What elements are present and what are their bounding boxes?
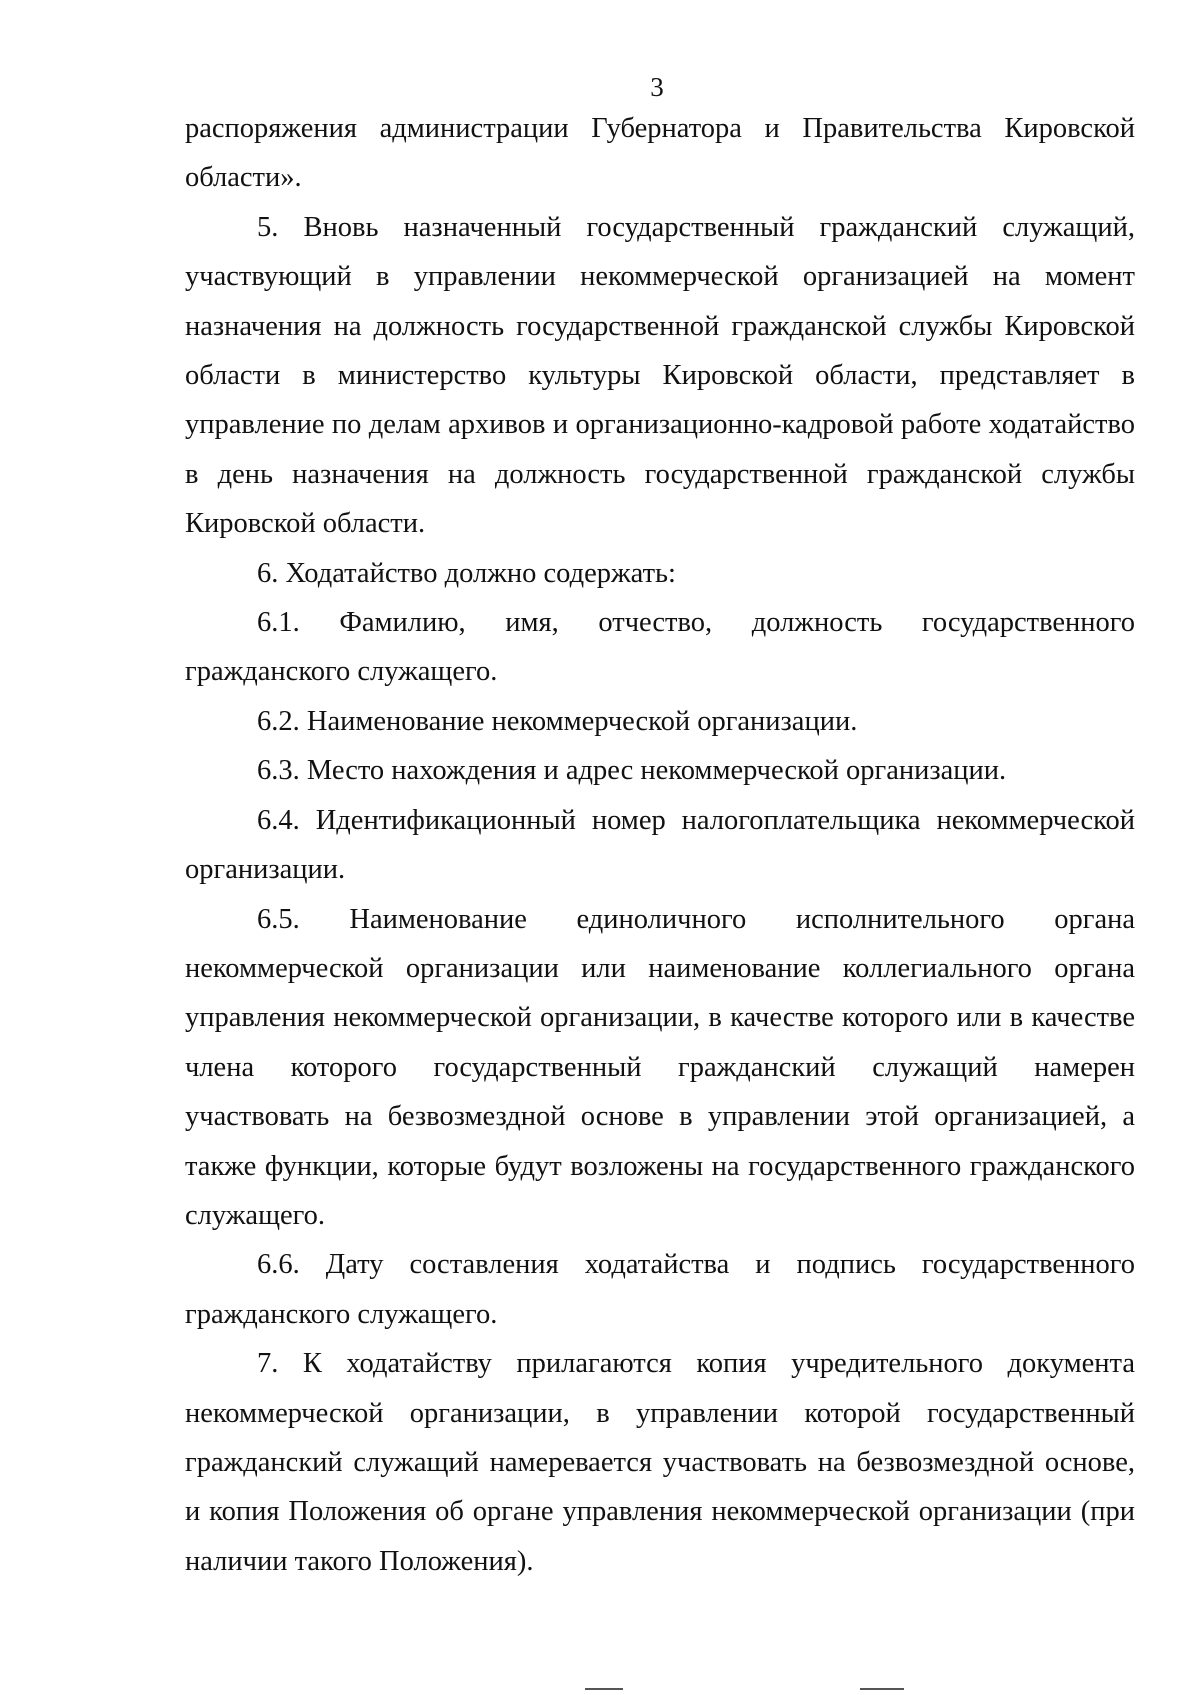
paragraph-item-7: 7. К ходатайству прилагаются копия учредительного документа некоммерческой организации, в управлении которой государственный гражданский служащий намеревается участвовать на безвозмездной основе, и копия Положения об органе управления некоммерческой организации (при наличии такого Положения). [185,1348,1135,1577]
paragraph-item-6-2: 6.2. Наименование некоммерческой организации. [257,705,858,737]
paragraph-item-6-1: 6.1. Фамилию, имя, отчество, должность государственного гражданского служащего. [185,607,1135,688]
paragraph-item-6: 6. Ходатайство должно содержать: [257,557,676,589]
scan-edge-mark-right [860,1688,904,1690]
paragraph-item-6-6: 6.6. Дату составления ходатайства и подпись государственного гражданского служащего. [185,1249,1135,1330]
paragraph-continuation: распоряжения администрации Губернатора и Правительства Кировской области». [185,113,1135,194]
page-number: 3 [650,72,664,102]
document-body [185,104,1135,1586]
paragraph-item-6-5: 6.5. Наименование единоличного исполнительного органа некоммерческой организации или наименование коллегиального органа управления некоммерческой организации, в качестве которого или в качестве члена которого государственный гражданский служащий намерен участвовать на безвозмездной основе в управлении этой организацией, а также функции, которые будут возложены на государственного гражданского служащего. [185,903,1135,1231]
paragraph-item-6-4: 6.4. Идентификационный номер налогоплательщика некоммерческой организации. [185,804,1135,886]
paragraph-item-5: 5. Вновь назначенный государственный гражданский служащий, участвующий в управлении некоммерческой организацией на момент назначения на должность государственной гражданской службы Кировской области в министерство культуры Кировской области, представляет в управление по делам архивов и организационно-кадровой работе ходатайство в день назначения на должность государственной гражданской службы Кировской области. [185,211,1135,540]
scan-edge-mark-left [585,1688,623,1690]
paragraph-item-6-3: 6.3. Место нахождения и адрес некоммерческой организации. [257,755,1007,787]
